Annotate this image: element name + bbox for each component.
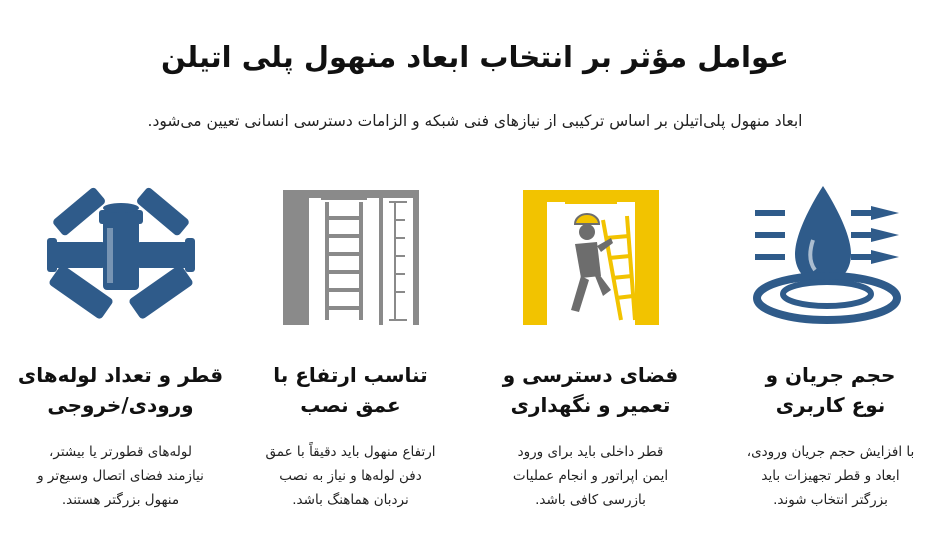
factor-description: لوله‌های قطورتر یا بیشتر، نیازمند فضای اتصال وسیع‌تر و منهول بزرگتر هستند. [37,444,204,508]
page-title: عوامل مؤثر بر انتخاب ابعاد منهول پلی اتیلن [161,40,789,74]
worker-ladder-icon [511,180,671,330]
factor-card-access [478,180,703,512]
factor-description: ارتفاع منهول باید دقیقاً با عمق دفن لوله‌ها و نیاز به نصب نردبان هماهنگ باشد. [265,444,436,508]
water-drop-flow-icon [751,180,911,330]
factor-card-height [238,180,463,512]
factor-title: فضای دسترسی و تعمیر و نگهداری [502,363,679,417]
factor-card-pipes [8,180,233,512]
manhole-ladder-depth-icon [271,180,431,330]
factor-description: با افزایش حجم جریان ورودی، ابعاد و قطر تجهیزات باید بزرگتر انتخاب شوند. [746,444,915,508]
factor-description: قطر داخلی باید برای ورود ایمن اپراتور و انجام عملیات بازرسی کافی باشد. [512,444,669,508]
factor-title: تناسب ارتفاع با عمق نصب [273,363,428,417]
factor-title: قطر و تعداد لوله‌های ورودی/خروجی [17,363,224,417]
pipe-junction-icon [41,180,201,330]
factor-title: حجم جریان و نوع کاربری [765,363,896,417]
factor-card-flow [718,180,943,512]
page-subtitle: ابعاد منهول پلی‌اتیلن بر اساس ترکیبی از نیازهای فنی شبکه و الزامات دسترسی انسانی تعیین می‌شود. [147,112,803,130]
